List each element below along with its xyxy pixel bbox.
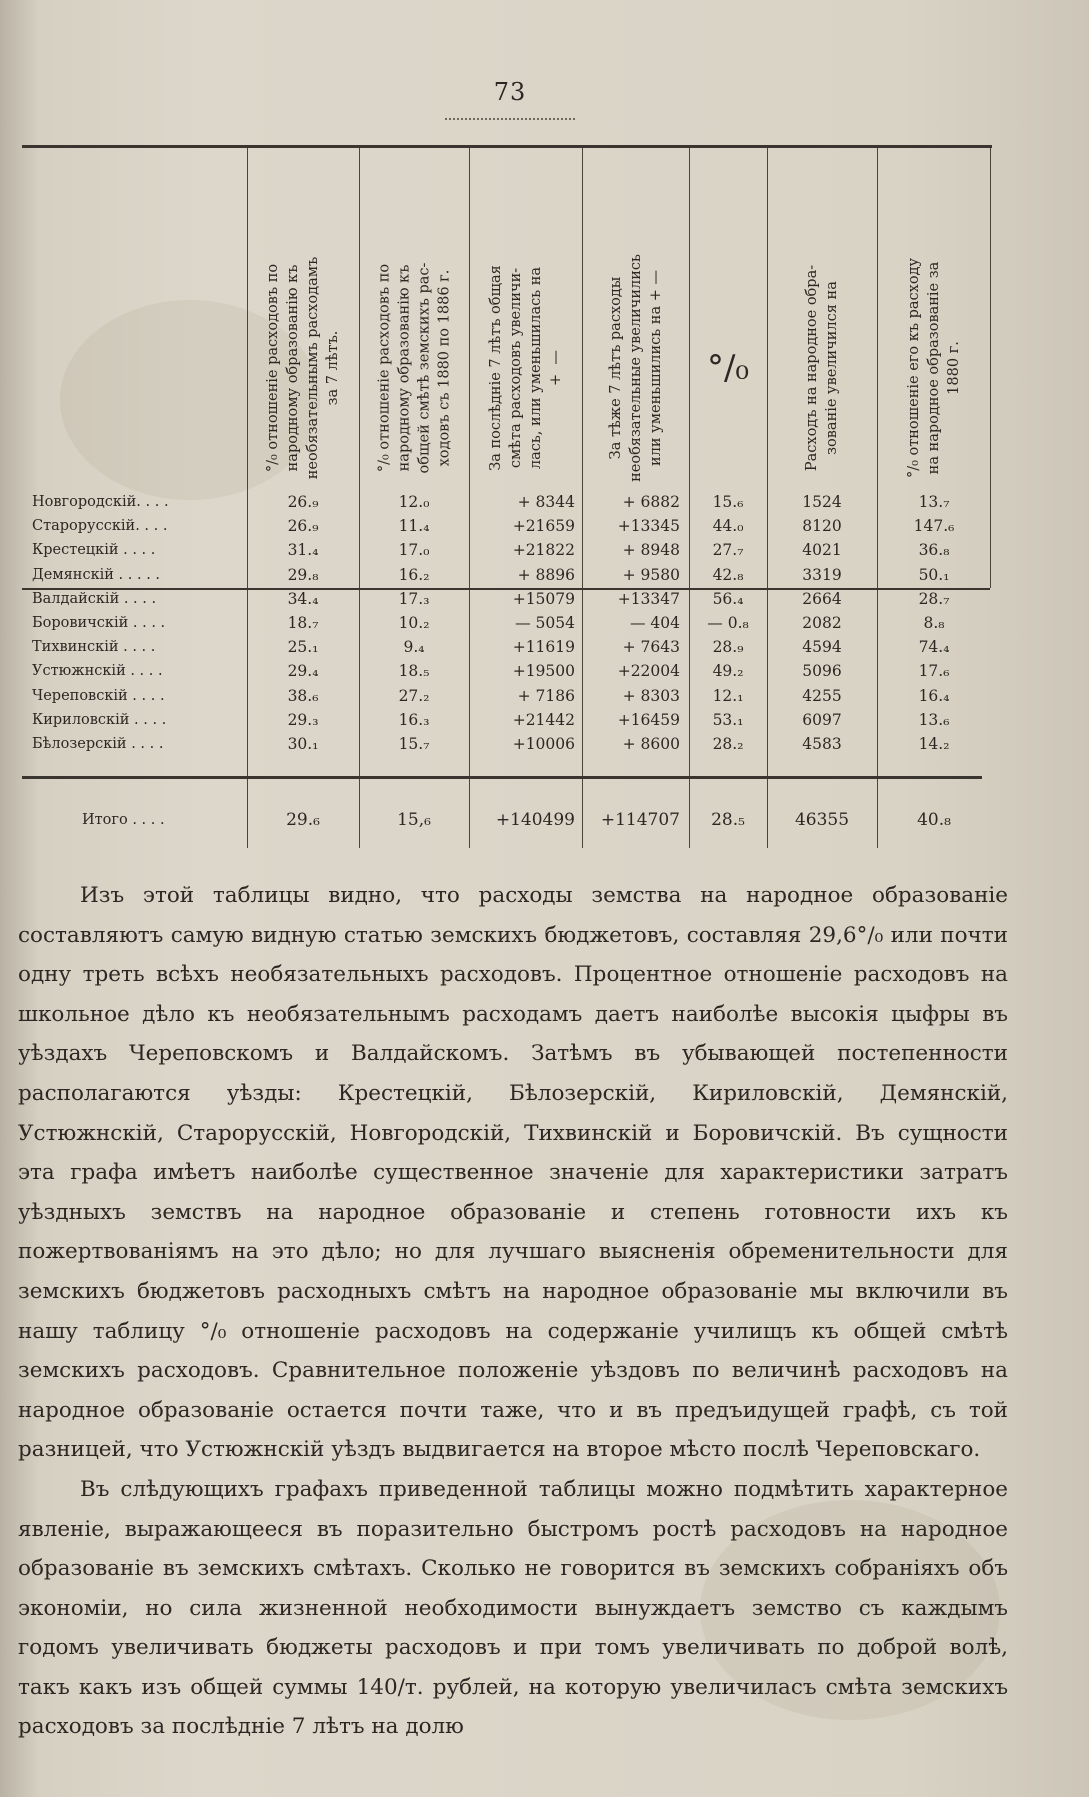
row-name: Новгородскій. . . . <box>32 494 169 510</box>
header-text: °/₀ <box>706 348 750 388</box>
table-cell: 17.₃ <box>398 589 430 608</box>
statistics-table <box>22 145 992 848</box>
total-rule <box>22 776 982 779</box>
table-cell: 4255 <box>802 686 842 705</box>
table-cell: 12.₀ <box>398 493 430 511</box>
table-row <box>22 684 992 708</box>
page-number-ornament <box>445 112 575 120</box>
table-cell: 42.₈ <box>712 565 744 584</box>
table-cell: 29.₆ <box>286 810 320 830</box>
table-cell: +13345 <box>617 517 680 536</box>
table-cell: 30.₁ <box>287 735 319 753</box>
table-cell: +21659 <box>512 517 575 536</box>
table-cell: 46355 <box>794 810 850 830</box>
table-cell: + 8303 <box>622 686 680 705</box>
table-cell: +22004 <box>617 662 680 681</box>
table-cell: 28.₅ <box>711 810 745 830</box>
table-cell: 3319 <box>802 565 842 584</box>
table-cell: +140499 <box>495 810 575 830</box>
row-name: Кириловскій . . . . <box>32 711 167 728</box>
table-cell: 11.₄ <box>398 517 430 536</box>
body-text <box>18 876 1008 1747</box>
page-number: 73 <box>493 78 527 106</box>
table-cell: + 8896 <box>517 565 575 584</box>
table-cell: 13.₆ <box>918 710 950 729</box>
table-cell: 12.₁ <box>712 686 744 705</box>
row-name: Валдайскій . . . . <box>32 590 157 607</box>
table-row <box>22 635 992 659</box>
table-row <box>22 587 992 611</box>
table-cell: 25.₁ <box>287 638 319 657</box>
table-cell: 14.₂ <box>918 735 950 753</box>
table-cell: 16.₃ <box>398 710 430 729</box>
table-row <box>22 514 992 538</box>
table-cell: 29.₈ <box>287 565 319 584</box>
table-cell: +21822 <box>512 541 575 560</box>
total-row <box>22 808 992 832</box>
row-name: Череповскій . . . . <box>32 687 165 704</box>
row-name: Боровичскій . . . . <box>32 615 166 631</box>
table-cell: 34.₄ <box>287 589 319 608</box>
table-cell: +10006 <box>512 735 575 753</box>
table-cell: 1524 <box>802 493 842 511</box>
table-row <box>22 490 992 514</box>
paragraph: Изъ этой таблицы видно, что расходы земства на народное образованіе составляютъ самую видную статью земскихъ бюджетовъ, составляя 29,6°/₀ или почти одну треть всѣхъ необязательныхъ расходовъ. Процентное отношеніе расходовъ на школьное дѣло къ необязательнымъ расходамъ даетъ наиболѣе высокія цыфры въ уѣздахъ Череповскомъ и Валдайскомъ. Затѣмъ въ убывающей постепенности располагаются уѣзды: Крестецкій, Бѣлозерскій, Кириловскій, Демянскій, Устюжнскій, Старорусскій, Новгородскій, Тихвинскій и Боровичскій. Въ сущности эта графа имѣетъ наиболѣе существенное значеніе для характеристики затратъ уѣздныхъ земствъ на народное образованіе и степень готовности ихъ къ пожертвованіямъ на это дѣло; но для лучшаго выясненія обременительности для земскихъ бюджетовъ расходныхъ смѣтъ на народное образованіе мы включили въ нашу таблицу °/₀ отношеніе расходовъ на содержаніе училищъ къ общей смѣтѣ земскихъ расходовъ. Сравнительное положеніе уѣздовъ по величинѣ расходовъ на народное образованіе остается почти таже, что и въ предъидущей графѣ, съ той разницей, что Устюжнскій уѣздъ выдвигается на второе мѣсто послѣ Череповскаго. <box>18 883 1008 1463</box>
table-cell: — 5054 <box>515 614 575 632</box>
header-text: За тѣже 7 лѣтъ расходы необязательные увеличились или уменьшились на + — <box>607 254 664 482</box>
table-cell: 50.₁ <box>918 565 950 584</box>
table-cell: 2664 <box>802 589 842 608</box>
table-cell: +16459 <box>617 710 680 729</box>
table-cell: + 7643 <box>622 638 680 657</box>
table-cell: 56.₄ <box>712 589 744 608</box>
table-cell: 8.₈ <box>923 614 945 632</box>
table-cell: 74.₄ <box>918 638 950 657</box>
table-cell: + 8948 <box>622 541 680 560</box>
table-cell: 38.₆ <box>287 686 319 705</box>
table-cell: 147.₆ <box>913 517 955 536</box>
table-cell: +13347 <box>617 589 680 608</box>
row-name: Бѣлозерскій . . . . <box>32 736 164 752</box>
table-cell: +21442 <box>512 710 575 729</box>
paragraph: Въ слѣдующихъ графахъ приведенной таблицы можно подмѣтить характерное явленіе, выражающееся въ поразительно быстромъ ростѣ расходовъ на народное образованіе въ земскихъ смѣтахъ. Сколько не говорится въ земскихъ собраніяхъ объ экономіи, но сила жизненной необходимости вынуждаетъ земство съ каждымъ годомъ увеличивать бюджеты расходовъ и при томъ увеличивать по доброй волѣ, такъ какъ изъ общей суммы 140/т. рублей, на которую увеличиласъ смѣта земскихъ расходовъ за послѣдніе 7 лѣтъ на долю <box>18 1476 1008 1740</box>
table-cell: + 9580 <box>622 565 680 584</box>
table-cell: 36.₈ <box>918 541 950 560</box>
table-cell: + 7186 <box>517 686 575 705</box>
table-row <box>22 611 992 635</box>
row-name: Итого . . . . <box>82 812 165 828</box>
row-name: Тихвинскій . . . . <box>32 639 156 656</box>
row-name: Демянскій . . . . . <box>32 566 161 583</box>
table-cell: 8120 <box>802 517 842 536</box>
table-cell: 4583 <box>802 735 842 753</box>
table-cell: 17.₆ <box>918 662 950 681</box>
table-cell: + 8600 <box>622 735 680 753</box>
table-cell: 15.₆ <box>712 493 744 511</box>
table-cell: 40.₈ <box>917 810 951 830</box>
table-row <box>22 659 992 683</box>
table-cell: + 8344 <box>517 493 575 511</box>
table-cell: 31.₄ <box>287 541 319 560</box>
table-cell: 9.₄ <box>403 638 425 657</box>
table-cell: 16.₄ <box>918 686 950 705</box>
table-cell: 10.₂ <box>398 614 430 632</box>
table-cell: 29.₃ <box>287 710 319 729</box>
table-row <box>22 563 992 587</box>
table-cell: 4594 <box>802 638 842 657</box>
table-cell: 26.₉ <box>287 517 319 536</box>
header-text: За послѣдніе 7 лѣтъ общая смѣта расходовъ увеличи- лась, или уменьшилась на + — <box>487 265 564 471</box>
table-cell: 2082 <box>802 614 842 632</box>
table-row <box>22 732 992 756</box>
table-cell: +114707 <box>600 810 680 830</box>
table-cell: 27.₇ <box>712 541 744 560</box>
table-cell: 18.₇ <box>287 614 319 632</box>
table-cell: +15079 <box>512 589 575 608</box>
table-cell: 6097 <box>802 710 842 729</box>
row-name: Крестецкій . . . . <box>32 542 156 559</box>
table-cell: 28.₂ <box>712 735 744 753</box>
table-cell: +11619 <box>512 638 575 657</box>
table-cell: 15,₆ <box>397 810 431 830</box>
table-cell: 27.₂ <box>398 686 430 705</box>
table-row <box>22 538 992 562</box>
table-cell: + 6882 <box>622 493 680 511</box>
header-text: °/₀ отношеніе его къ расходу на народное образованіе за 1880 г. <box>906 257 962 479</box>
table-cell: — 0.₈ <box>707 614 749 632</box>
table-cell: +19500 <box>512 662 575 681</box>
table-cell: 18.₅ <box>398 662 430 681</box>
row-name: Устюжнскій . . . . <box>32 663 163 680</box>
table-cell: 44.₀ <box>712 517 744 536</box>
table-cell: 49.₂ <box>712 662 744 681</box>
table-cell: 28.₇ <box>918 589 950 608</box>
header-text: °/₀ отношеніе расходовъ по народному образованію къ необязательнымъ расходамъ за 7 лѣтъ. <box>265 256 341 480</box>
table-cell: 4021 <box>802 541 842 560</box>
table-cell: 13.₇ <box>918 493 950 511</box>
row-name: Старорусскій. . . . <box>32 518 168 535</box>
table-cell: 5096 <box>802 662 842 681</box>
table-cell: 29.₄ <box>287 662 319 681</box>
header-text: Расходъ на народное обра- зованіе увеличился на <box>804 264 841 472</box>
table-cell: — 404 <box>629 614 680 632</box>
table-cell: 16.₂ <box>398 565 430 584</box>
header-text: °/₀ отношеніе расходовъ по народному образованію къ общей смѣтѣ земскихъ рас- ходовъ съ 1880 по 1886 г. <box>376 262 453 474</box>
table-cell: 15.₇ <box>398 735 430 753</box>
table-cell: 28.₉ <box>712 638 744 657</box>
table-cell: 53.₁ <box>712 710 744 729</box>
table-row <box>22 708 992 732</box>
table-cell: 26.₉ <box>287 493 319 511</box>
table-cell: 17.₀ <box>398 541 430 560</box>
